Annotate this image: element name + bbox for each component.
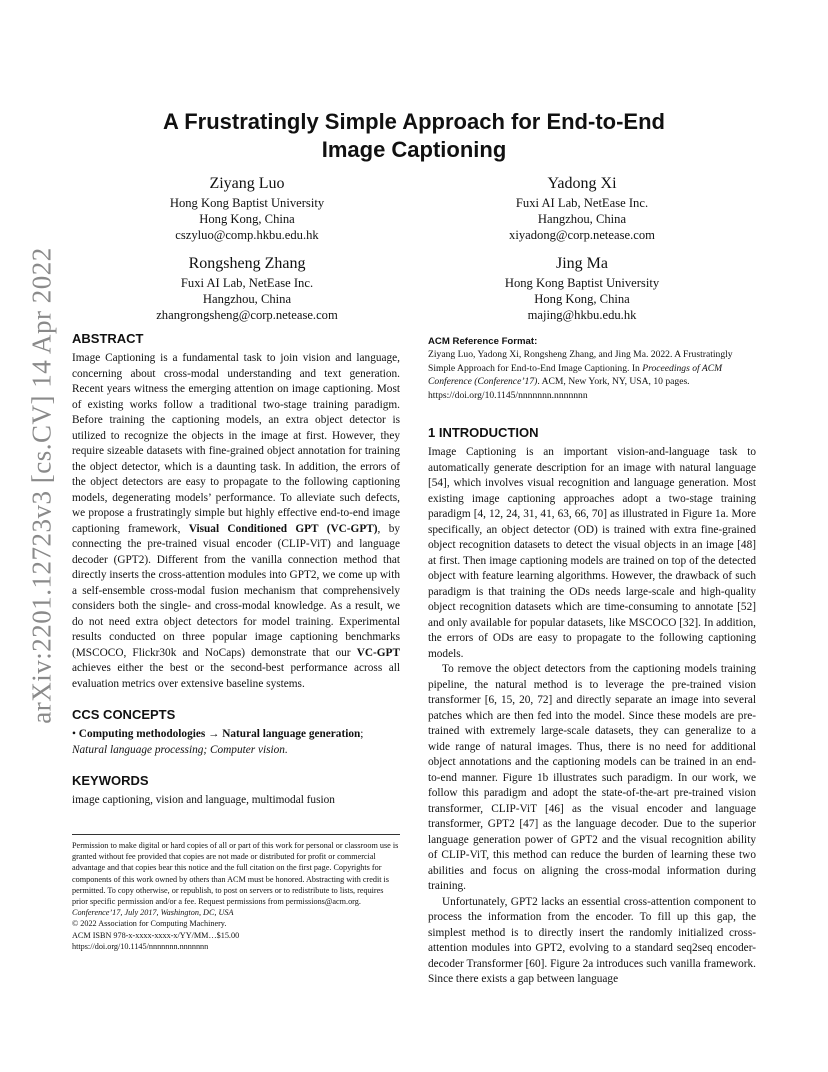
abstract-bold-vc-gpt: VC-GPT [356, 646, 400, 659]
author-block-zhang [127, 254, 367, 323]
acm-reference-part-1: Ziyang Luo, Yadong Xi, Rongsheng Zhang, and Jing Ma. 2022. A Frustratingly Simple Approach for End-to-End Image Captioning. In [428, 349, 733, 374]
introduction-heading: 1 INTRODUCTION [428, 425, 539, 441]
right-column [428, 335, 756, 988]
permission-footnote [72, 834, 400, 952]
author-location: Hong Kong, China [199, 212, 295, 226]
author-affiliation: Fuxi AI Lab, NetEase Inc. [180, 276, 314, 290]
doi-link[interactable]: https://doi.org/10.1145/nnnnnnn.nnnnnnn [72, 941, 209, 951]
title-line-2: Image Captioning [321, 137, 507, 162]
conference-venue: Conference’17, July 2017, Washington, DC, USA [72, 908, 234, 918]
acm-reference-heading: ACM Reference Format: [428, 336, 538, 347]
author-email[interactable]: zhangrongsheng@corp.netease.com [156, 308, 338, 322]
isbn-line: ACM ISBN 978-x-xxxx-xxxx-x/YY/MM…$15.00 [72, 930, 240, 940]
author-affiliation: Hong Kong Baptist University [504, 276, 660, 290]
spacer [72, 758, 400, 772]
author-name: Ziyang Luo [209, 175, 285, 192]
abstract-bold-model-name: Visual Conditioned GPT (VC-GPT) [188, 522, 378, 535]
ccs-bullet: • [72, 728, 76, 740]
acm-reference-proceedings: Proceedings of ACM Conference (Conference’17) [428, 362, 723, 388]
permission-notice: Permission to make digital or hard copies of all or part of this work for personal or classroom use is granted without fee provided that copies are not made or distributed for profit or commercial advantage and that copies bear this notice and the full citation on the first page. Copyrights for components of this work owned by others than ACM must be honored. Abstracting with credit is permitted. To copy otherwise, or republish, to post on servers or to redistribute to lists, requires prior specific permission and/or a fee. Request permissions from permissions@acm.org. [72, 841, 399, 907]
abstract-text-part-3: achieves either the best or the second-best performance across all evaluation metrics over extensive baseline systems. [72, 662, 400, 690]
author-email[interactable]: cszyluo@comp.hkbu.edu.hk [175, 228, 319, 242]
author-location: Hong Kong, China [534, 292, 630, 306]
paper-title [100, 108, 728, 164]
ccs-semicolon: ; [360, 728, 364, 740]
intro-paragraph-1: Image Captioning is an important vision-and-language task to automatically generate description for an image with natural language [54], which involves visual recognition and language generation. Most existing image captioning approaches adopt a two-stage training paradigm [4, 12, 24, 31, 41, 63, 66, 70] as illustrated in Figure 1a. More specifically, an object detector (OD) is trained with extra fine-grained object recognition datasets to detect the visual objects in an image [48] at first. Then image captioning models are trained on top of the detected object with feature learning algorithms. However, the drawback of such paradigm is that training the ODs needs large-scale and high-quality object recognition datasets which are time-consuming to annotate [52] and only available for popular datasets, like MSCOCO [32]. In addition, the errors of ODs are easy to propagate to the following captioning models. [428, 446, 756, 660]
author-location: Hangzhou, China [202, 292, 292, 306]
author-name: Yadong Xi [547, 175, 617, 192]
ccs-primary-concept: Computing methodologies → Natural language generation [78, 728, 361, 740]
keywords-text: image captioning, vision and language, multimodal fusion [72, 794, 335, 806]
copyright-line: © 2022 Association for Computing Machinery. [72, 919, 227, 929]
author-block-luo [127, 174, 367, 243]
abstract-text [72, 351, 400, 692]
intro-paragraph-2: To remove the object detectors from the captioning models training pipeline, the natural method is to leverage the pre-trained vision transformer [6, 15, 20, 72] and directly separate an image into several patches which are then fed into the model. Since these models are pre-trained with extremely large-scale datasets, they can generalize to a wide range of natural images. Thus, there is no need for additional object annotations and the captioning models can be trained in an end-to-end manner. Figure 1b illustrates such paradigm. In our work, we follow this paradigm and adopt the state-of-the-art pre-trained vision transformer, CLIP-ViT [46] as the visual encoder and language transformer, GPT2 [47] as the language decoder. Due to the superior language generation power of GPT2 and the visual recognition ability of CLIP-ViT, this method can reduce the burden of learning these two abilities and focus on aligning the cross-modal information during training. [428, 663, 756, 893]
arxiv-identifier: arXiv:2201.12723v3 [cs.CV] 14 Apr 2022 [26, 246, 57, 724]
ccs-concepts-line [72, 727, 400, 743]
ccs-secondary-concepts: Natural language processing; Computer vision. [72, 743, 288, 756]
left-column [72, 330, 400, 809]
acm-reference-part-2: . ACM, New York, NY, USA, 10 pages. https://doi.org/10.1145/nnnnnnn.nnnnnnn [428, 376, 690, 401]
author-name: Jing Ma [556, 255, 608, 272]
author-affiliation: Hong Kong Baptist University [169, 196, 325, 210]
author-block-xi [462, 174, 702, 243]
author-affiliation: Fuxi AI Lab, NetEase Inc. [515, 196, 649, 210]
keywords-heading: KEYWORDS [72, 773, 149, 788]
intro-paragraph-3: Unfortunately, GPT2 lacks an essential cross-attention component to process the information from the encoder. To fill up this gap, the simplest method is to directly insert the randomly initialized cross-attention modules into GPT2, evolving to a standard seq2seq encoder-decoder Transformer [60]. Figure 2a introduces such vanilla framework. Since there exists a gap between language [428, 895, 756, 986]
spacer [72, 692, 400, 706]
author-email[interactable]: majing@hkbu.edu.hk [527, 308, 637, 322]
acm-reference-text [428, 348, 756, 402]
ccs-heading: CCS CONCEPTS [72, 707, 176, 722]
author-email[interactable]: xiyadong@corp.netease.com [509, 228, 655, 242]
arxiv-stamp [22, 246, 62, 724]
title-line-1: A Frustratingly Simple Approach for End-to-End [163, 109, 665, 134]
abstract-heading: ABSTRACT [72, 331, 144, 346]
author-location: Hangzhou, China [537, 212, 627, 226]
abstract-text-part-2: , by connecting the pre-trained visual encoder (CLIP-ViT) and language decoder (GPT2). Different from the vanilla connection method that directly inserts the cross-attention modules into GPT2, we come up with a self-ensemble cross-modal fusion mechanism that comprehensively considers both the single- and cross-modal knowledge. As a result, we do not need extra object detectors for model training. Experimental results conducted on three popular image captioning benchmarks (MSCOCO, Flickr30k and NoCaps) demonstrate that our [72, 522, 400, 659]
author-block-ma [462, 254, 702, 323]
author-name: Rongsheng Zhang [188, 255, 306, 272]
abstract-text-part-1: Image Captioning is a fundamental task to join vision and language, concerning about cross-modal understanding and text generation. Recent years witness the emerging attention on image captioning. Most of existing works follow a traditional two-stage training paradigm. Before training the captioning models, an extra object detector is utilized to recognize the objects in the image at first. However, they require sizeable datasets with fine-grained object annotation for training the object detector, which is a daunting task. In addition, the errors of the object detectors are easy to propagate to the following captioning models, degenerating models’ performance. To alleviate such defects, we propose a frustratingly simple but highly effective end-to-end image captioning framework, [72, 352, 400, 535]
